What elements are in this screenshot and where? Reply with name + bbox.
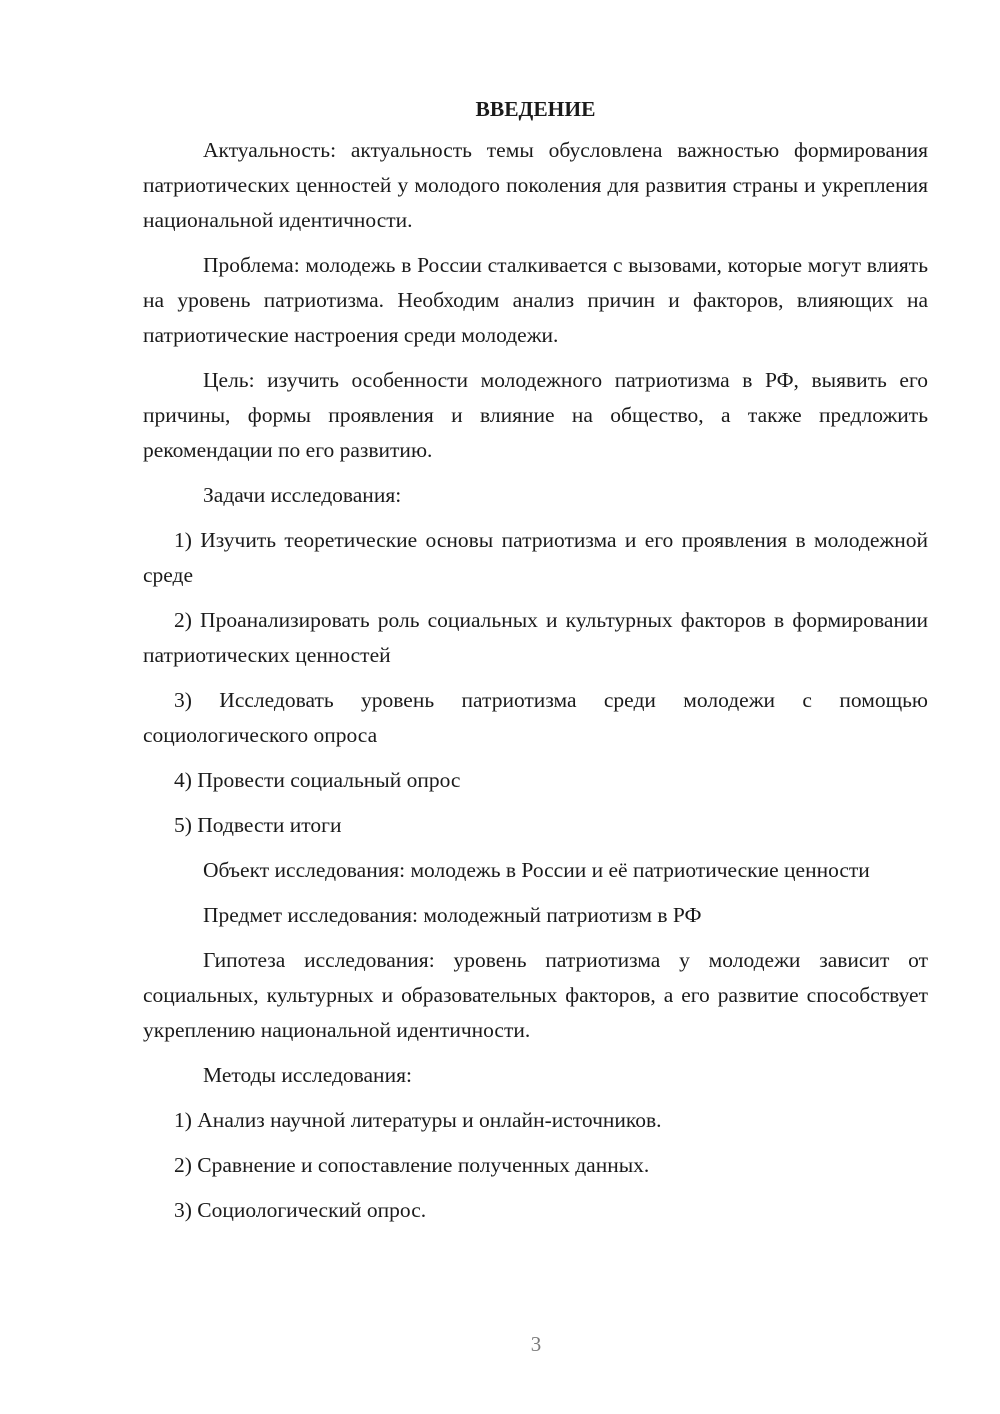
- task-item-2: 2) Проанализировать роль социальных и культурных факторов в формировании патриотических ценностей: [143, 608, 928, 667]
- method-item-1: 1) Анализ научной литературы и онлайн-источников.: [174, 1108, 662, 1132]
- task-item-1: 1) Изучить теоретические основы патриотизма и его проявления в молодежной среде: [143, 528, 928, 587]
- task-item-3: 3) Исследовать уровень патриотизма среди молодежи с помощью социологического опроса: [143, 688, 928, 747]
- section-title: ВВЕДЕНИЕ: [475, 97, 596, 121]
- tasks-heading: Задачи исследования:: [203, 483, 402, 507]
- methods-heading: Методы исследования:: [203, 1063, 412, 1087]
- task-item-5: 5) Подвести итоги: [174, 813, 342, 837]
- problem-paragraph: Проблема: молодежь в России сталкивается с вызовами, которые могут влиять на уровень патриотизма. Необходим анализ причин и факторов, влияющих на патриотические настроения среди молодежи.: [143, 253, 928, 347]
- method-item-3: 3) Социологический опрос.: [174, 1198, 427, 1222]
- document-page: [143, 92, 928, 1238]
- relevance-paragraph: Актуальность: актуальность темы обусловлена важностью формирования патриотических ценностей у молодого поколения для развития страны и укрепления национальной идентичности.: [143, 138, 928, 232]
- method-item-2: 2) Сравнение и сопоставление полученных данных.: [174, 1153, 650, 1177]
- subject-paragraph: Предмет исследования: молодежный патриотизм в РФ: [203, 903, 702, 927]
- task-item-4: 4) Провести социальный опрос: [174, 768, 461, 792]
- object-paragraph: Объект исследования: молодежь в России и её патриотические ценности: [203, 858, 870, 882]
- goal-paragraph: Цель: изучить особенности молодежного патриотизма в РФ, выявить его причины, формы проявления и влияние на общество, а также предложить рекомендации по его развитию.: [143, 368, 928, 462]
- hypothesis-paragraph: Гипотеза исследования: уровень патриотизма у молодежи зависит от социальных, культурных и образовательных факторов, а его развитие способствует укреплению национальной идентичности.: [143, 948, 928, 1042]
- page-number: 3: [530, 1332, 542, 1356]
